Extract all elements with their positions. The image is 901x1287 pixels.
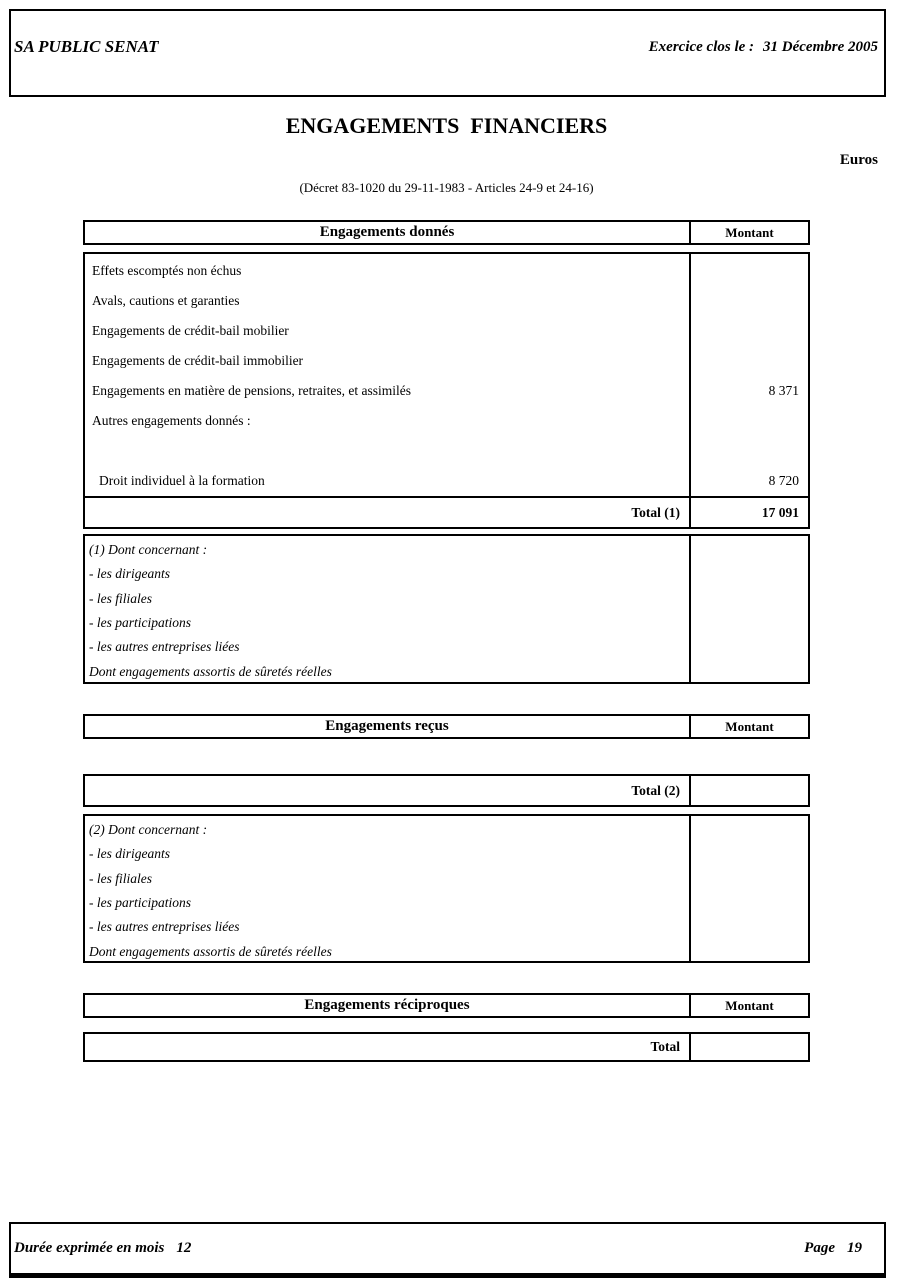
total-label: Total bbox=[650, 1039, 680, 1054]
montant-column-header-1: Montant bbox=[689, 222, 808, 243]
table-row bbox=[85, 406, 808, 436]
note-line: - les participations bbox=[89, 895, 191, 911]
note-line: (1) Dont concernant : bbox=[89, 542, 208, 558]
column-divider bbox=[689, 1034, 691, 1060]
row-label: Avals, cautions et garanties bbox=[92, 293, 240, 308]
total-1-row bbox=[85, 496, 808, 527]
total-row bbox=[83, 1032, 810, 1062]
row-value: 8 371 bbox=[768, 383, 799, 398]
note-line: - les participations bbox=[89, 615, 191, 631]
table-row bbox=[85, 376, 808, 406]
total-2-label: Total (2) bbox=[631, 782, 680, 798]
engagements-reciproques-header-row bbox=[83, 993, 810, 1018]
page-indicator bbox=[804, 1240, 862, 1257]
row-label: Droit individuel à la formation bbox=[99, 473, 265, 488]
engagements-recus-header-row bbox=[83, 714, 810, 739]
table-row bbox=[85, 466, 808, 496]
table-row bbox=[85, 316, 808, 346]
note-box-2 bbox=[83, 814, 810, 963]
column-divider bbox=[689, 254, 691, 527]
page-footer bbox=[9, 1222, 886, 1278]
total-1-value: 17 091 bbox=[761, 504, 799, 520]
row-label: Engagements de crédit-bail immobilier bbox=[92, 353, 304, 368]
table-row bbox=[85, 256, 808, 286]
engagements-donnes-title: Engagements donnés bbox=[319, 224, 455, 240]
note-line: - les filiales bbox=[89, 590, 152, 606]
note-line: Dont engagements assortis de sûretés réelles bbox=[89, 663, 332, 679]
page-label: Page bbox=[804, 1240, 835, 1256]
table-row bbox=[85, 346, 808, 376]
page-number: 19 bbox=[847, 1240, 862, 1256]
fiscal-year-date: 31 Décembre 2005 bbox=[763, 38, 878, 55]
montant-column-header-2: Montant bbox=[689, 716, 808, 737]
column-divider bbox=[689, 776, 691, 805]
note-line: - les autres entreprises liées bbox=[89, 639, 240, 655]
duration-label: Durée exprimée en mois bbox=[14, 1240, 165, 1256]
engagements-donnes-header-row bbox=[83, 220, 810, 245]
row-label: Autres engagements donnés : bbox=[92, 413, 251, 428]
engagements-recus-title: Engagements reçus bbox=[325, 718, 449, 734]
row-label: Engagements en matière de pensions, retraites, et assimilés bbox=[92, 383, 412, 398]
duration-value: 12 bbox=[176, 1240, 192, 1256]
column-divider bbox=[689, 816, 691, 961]
note-box-1 bbox=[83, 534, 810, 684]
note-line: - les filiales bbox=[89, 870, 152, 886]
row-value: 8 720 bbox=[768, 473, 799, 488]
row-label: Effets escomptés non échus bbox=[92, 263, 242, 278]
total-2-row bbox=[83, 774, 810, 807]
engagements-reciproques-title: Engagements réciproques bbox=[304, 997, 470, 1013]
montant-column-header-3: Montant bbox=[689, 995, 808, 1016]
page-header bbox=[9, 9, 886, 97]
fiscal-year-closing bbox=[649, 39, 878, 56]
page-title: ENGAGEMENTS FINANCIERS bbox=[285, 113, 608, 138]
total-1-label: Total (1) bbox=[631, 504, 680, 520]
table-row-blank bbox=[85, 436, 808, 466]
note-line: (2) Dont concernant : bbox=[89, 822, 208, 838]
note-line: - les dirigeants bbox=[89, 566, 170, 582]
decree-reference: (Décret 83-1020 du 29-11-1983 - Articles 24-9 et 24-16) bbox=[299, 180, 594, 195]
row-label: Engagements de crédit-bail mobilier bbox=[92, 323, 289, 338]
note-line: Dont engagements assortis de sûretés réelles bbox=[89, 943, 332, 959]
note-line: - les autres entreprises liées bbox=[89, 919, 240, 935]
table-row bbox=[85, 286, 808, 316]
column-divider bbox=[689, 536, 691, 682]
fiscal-year-label: Exercice clos le : bbox=[648, 38, 755, 55]
duration-note bbox=[14, 1240, 191, 1257]
currency-label: Euros bbox=[839, 152, 878, 168]
company-name: SA PUBLIC SENAT bbox=[14, 37, 159, 56]
engagements-donnes-body bbox=[83, 252, 810, 529]
note-line: - les dirigeants bbox=[89, 846, 170, 862]
